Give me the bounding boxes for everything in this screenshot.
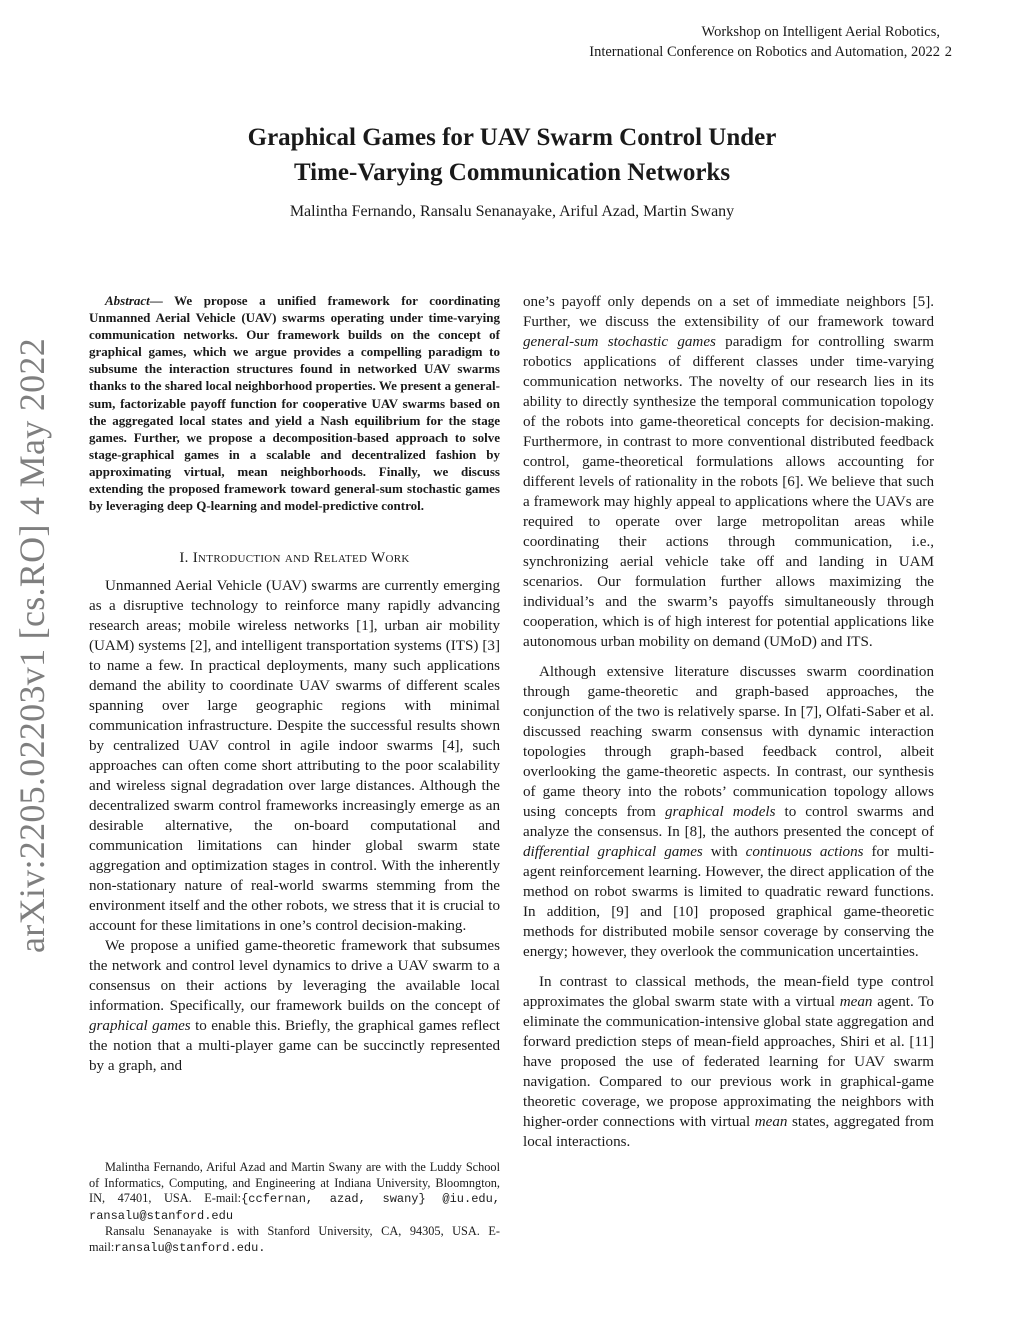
email-list: {ccfernan, azad, swany} @iu.edu, ransalu@stanford.edu (89, 1192, 500, 1223)
intro-paragraph-2 (89, 936, 500, 1076)
title-line-1: Graphical Games for UAV Swarm Control Under (247, 124, 777, 151)
footnote-affiliation-2 (89, 1224, 500, 1256)
emphasis-text: mean (754, 1114, 788, 1130)
emphasis-text: graphical models (664, 804, 776, 820)
abstract-text: — We propose a unified framework for coordinating Unmanned Aerial Vehicle (UAV) swarms operating under time-varying communication networks. Our framework builds on the concept of graphical games, which we argue provides a compelling paradigm to subsume the interaction structures found in networked UAV swarms thanks to the shared local neighborhood properties. We present a general-sum, factorizable payoff function for cooperative UAV swarms based on the aggregated local states and yield a Nash equilibrium for the stage games. Further, we propose a decomposition-based approach to solve stage-graphical games in a scalable and decentralized fashion by approximating virtual, mean neighborhoods. Finally, we discuss extending the proposed framework toward general-sum stochastic games by leveraging deep Q-learning and model-predictive control. (89, 293, 500, 514)
footnote-text: Ransalu Senanayake is with Stanford University, CA, 94305, USA. E-mail: (89, 1224, 500, 1254)
paragraph-text: one’s payoff only depends on a set of immediate neighbors [5]. Further, we discuss the extensibility of our framework toward (523, 294, 934, 330)
venue-line-1: Workshop on Intelligent Aerial Robotics, (701, 24, 940, 40)
right-paragraph-3 (523, 972, 934, 1152)
title-line-2: Time-Varying Communication Networks (293, 159, 731, 186)
emphasis-text: continuous actions (745, 844, 864, 860)
section-heading (89, 548, 500, 568)
paragraph-text: states, aggregated from local interactions. (523, 1114, 934, 1150)
section-title: Introduction and Related Work (192, 550, 410, 567)
arxiv-stamp: arXiv:2205.02203v1 [cs.RO] 4 May 2022 (12, 337, 52, 953)
venue-header (589, 22, 952, 62)
section-number: I. (179, 550, 189, 567)
paragraph-text: Although extensive literature discusses swarm coordination through game-theoretic and graph-based approaches, the conjunction of the two is relatively sparse. In [7], Olfati-Saber et al. discussed reaching swarm consensus with dynamic interaction topologies through graph-based feedback control, albeit overlooking the game-theoretic aspects. In contrast, our synthesis of game theory into the robots’ communication topology allows using concepts from (523, 664, 934, 820)
author-footnotes (89, 1160, 500, 1256)
author-list: Malintha Fernando, Ransalu Senanayake, Ariful Azad, Martin Swany (289, 203, 735, 220)
paragraph-text: for multi-agent reinforcement learning. However, the direct application of the method on robot swarms is limited to quadratic reward functions. In addition, [9] and [10] proposed graphical game-theoretic methods for distributed mobile sensor coverage by conserving the energy; however, they overlook the communication uncertainties. (523, 844, 935, 960)
emphasis-text: differential graphical games (523, 844, 703, 860)
intro-paragraph-1: Unmanned Aerial Vehicle (UAV) swarms are currently emerging as a disruptive technology to reinforce many rapidly advancing research areas; mobile wireless networks [1], urban air mobility (UAM) systems [2], and intelligent transportation systems (ITS) [3] to name a few. In practical deployments, many such applications demand the ability to coordinate UAV swarms of different scales spanning over large geographic regions with minimal communication infrastructure. Despite the successful results shown by centralized UAV control in agile indoor swarms [4], such approaches can often come short attributing to the poor scalability and wireless signal degradation over large distances. Although the decentralized swarm control frameworks increasingly emerge as an desirable alternative, the on-board computational and communication limitations can hinder global swarm state aggregation and optimization stages in control. With the inherently non-stationary nature of real-world swarms stemming from the environment itself and the other robots, we stress that it is crucial to account for these limitations in one’s control decision-making. (89, 578, 500, 935)
paragraph-text: to control swarms and analyze the consensus. In [8], the authors presented the concept of (523, 804, 935, 840)
email-address: ransalu@stanford.edu. (114, 1240, 266, 1255)
paragraph-text: paradigm for controlling swarm robotics applications of different classes under time-varying communication networks. The novelty of our research lies in its ability to directly synthesize the temporal communication topology of the robots into game-theoretical concepts for decision-making. Furthermore, in contrast to more conventional distributed feedback control, game-theoretical formulations allows accounting for different levels of rationality in the robots [6]. We believe that such a framework may highly appeal to applications where the UAVs are required to operate over large metropolitan areas while coordinating their actions through communication, i.e., synchronizing aerial vehicle take off and landing in UAM scenarios. Our formulation further allows maximizing the individual’s and the swarm’s payoffs simultaneously through cooperation, which is of high interest for potential applications like autonomous urban mobility on demand (UMoD) and ITS. (523, 334, 935, 650)
paragraph-text: In contrast to classical methods, the mean-field type control approximates the global swarm state with a virtual (523, 974, 934, 1010)
paragraph-text: with (702, 844, 746, 860)
paragraph-text: to enable this. Briefly, the graphical games reflect the notion that a multi-player game can be succinctly represented by a graph, and (89, 1018, 500, 1075)
abstract-label: Abstract (105, 293, 150, 308)
emphasis-text: graphical games (89, 1018, 191, 1035)
emphasis-text: general-sum stochastic games (523, 334, 716, 350)
emphasis-text: mean (839, 994, 873, 1010)
paragraph-text: agent. To eliminate the communication-intensive global state aggregation and forward prediction steps of mean-field approaches, Shiri et al. [11] have proposed the use of federated learning for UAV swarm navigation. Compared to our previous work in graphical-game theoretic coverage, we propose approximating the neighbors with higher-order connections with virtual (523, 994, 934, 1130)
footnote-affiliation-1 (89, 1160, 500, 1224)
right-paragraph-1 (523, 292, 934, 652)
paragraph-text: We propose a unified game-theoretic framework that subsumes the network and control level dynamics to drive a UAV swarm to a consensus on their actions by leveraging the available local information. Specifically, our framework builds on the concept of (89, 938, 500, 1015)
footnote-text: Malintha Fernando, Ariful Azad and Martin Swany are with the Luddy School of Informatics, Computing, and Engineering at Indiana University, Bloomngton, IN, 47401, USA. E-mail: (89, 1160, 500, 1205)
right-paragraph-2 (523, 662, 934, 962)
venue-line-2: International Conference on Robotics and Automation, 2022 (589, 44, 940, 60)
left-column (89, 292, 500, 1076)
right-column (523, 292, 934, 1152)
abstract (89, 292, 500, 514)
page-number: 2 (944, 44, 952, 60)
paper-title (100, 120, 924, 190)
